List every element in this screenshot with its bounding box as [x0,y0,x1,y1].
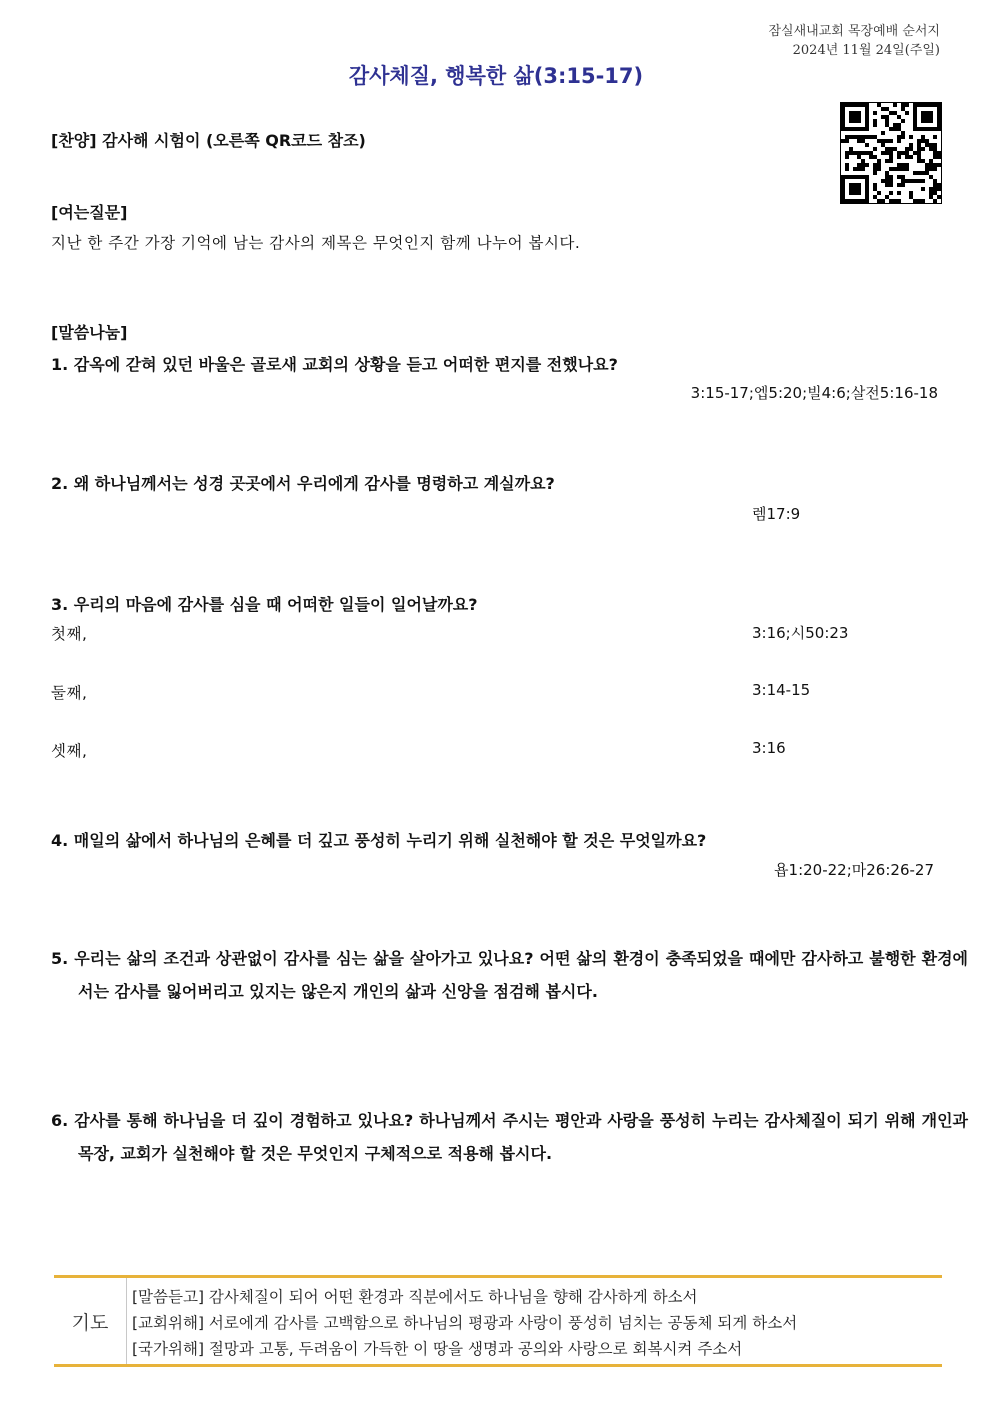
question-1: 1. 감옥에 갇혀 있던 바울은 골로새 교회의 상황을 듣고 어떠한 편지를 전했나요? [51,355,618,374]
prayer-line-word: [말씀듣고] 감사체질이 되어 어떤 환경과 직분에서도 하나님을 향해 감사하게 하소서 [132,1288,698,1306]
question-3-second: 둘째, [51,684,88,702]
service-date: 2024년 11월 24일(주일) [792,43,940,58]
question-3: 3. 우리의 마음에 감사를 심을 때 어떠한 일들이 일어날까요? [51,595,478,614]
qr-code-icon[interactable] [840,102,942,204]
question-4: 4. 매일의 삶에서 하나님의 은혜를 더 깊고 풍성히 누리기 위해 실천해야 할 것은 무엇일까요? [51,831,707,850]
question-5: 5. 우리는 삶의 조건과 상관없이 감사를 심는 삶을 살아가고 있나요? 어떤 삶의 환경이 충족되었을 때에만 감사하고 불행한 환경에서는 감사를 잃어버리고 있지는 않은지 개인의 삶과 신앙을 점검해 봅시다. [51,949,968,1001]
prayer-label: 기도 [54,1278,127,1364]
question-6: 6. 감사를 통해 하나님을 더 깊이 경험하고 있나요? 하나님께서 주시는 평안과 사랑을 풍성히 누리는 감사체질이 되기 위해 개인과 목장, 교회가 실천해야 할 것은 무엇인지 구체적으로 적용해 봅시다. [51,1111,968,1163]
question-3-second-ref: 3:14-15 [752,681,811,699]
prayer-box [54,1275,942,1367]
church-name: 잠실새내교회 목장예배 순서지 [768,24,940,39]
question-4-ref: 욥1:20-22;마26:26-27 [774,861,934,879]
question-1-ref: 3:15-17;엡5:20;빌4:6;살전5:16-18 [690,384,938,402]
question-3-first: 첫째, [51,625,88,643]
opening-question-text: 지난 한 주간 가장 기억에 남는 감사의 제목은 무엇인지 함께 나누어 봅시다. [51,234,581,252]
question-2-ref: 렘17:9 [752,505,801,523]
prayer-lines [132,1284,797,1362]
opening-question-label: [여는질문] [51,203,128,222]
question-3-first-ref: 3:16;시50:23 [752,624,849,642]
page-title: 감사체질, 행복한 삶(3:15-17) [348,64,644,88]
question-3-third: 셋째, [51,742,88,760]
word-sharing-label: [말씀나눔] [51,323,128,342]
question-2: 2. 왜 하나님께서는 성경 곳곳에서 우리에게 감사를 명령하고 계실까요? [51,474,555,493]
question-3-third-ref: 3:16 [752,739,786,757]
praise-line: [찬양] 감사해 시험이 (오른쪽 QR코드 참조) [51,131,366,150]
prayer-line-church: [교회위해] 서로에게 감사를 고백함으로 하나님의 평광과 사랑이 풍성히 넘치는 공동체 되게 하소서 [132,1314,798,1332]
prayer-line-nation: [국가위해] 절망과 고통, 두려움이 가득한 이 땅을 생명과 공의와 사랑으로 회복시켜 주소서 [132,1340,743,1358]
